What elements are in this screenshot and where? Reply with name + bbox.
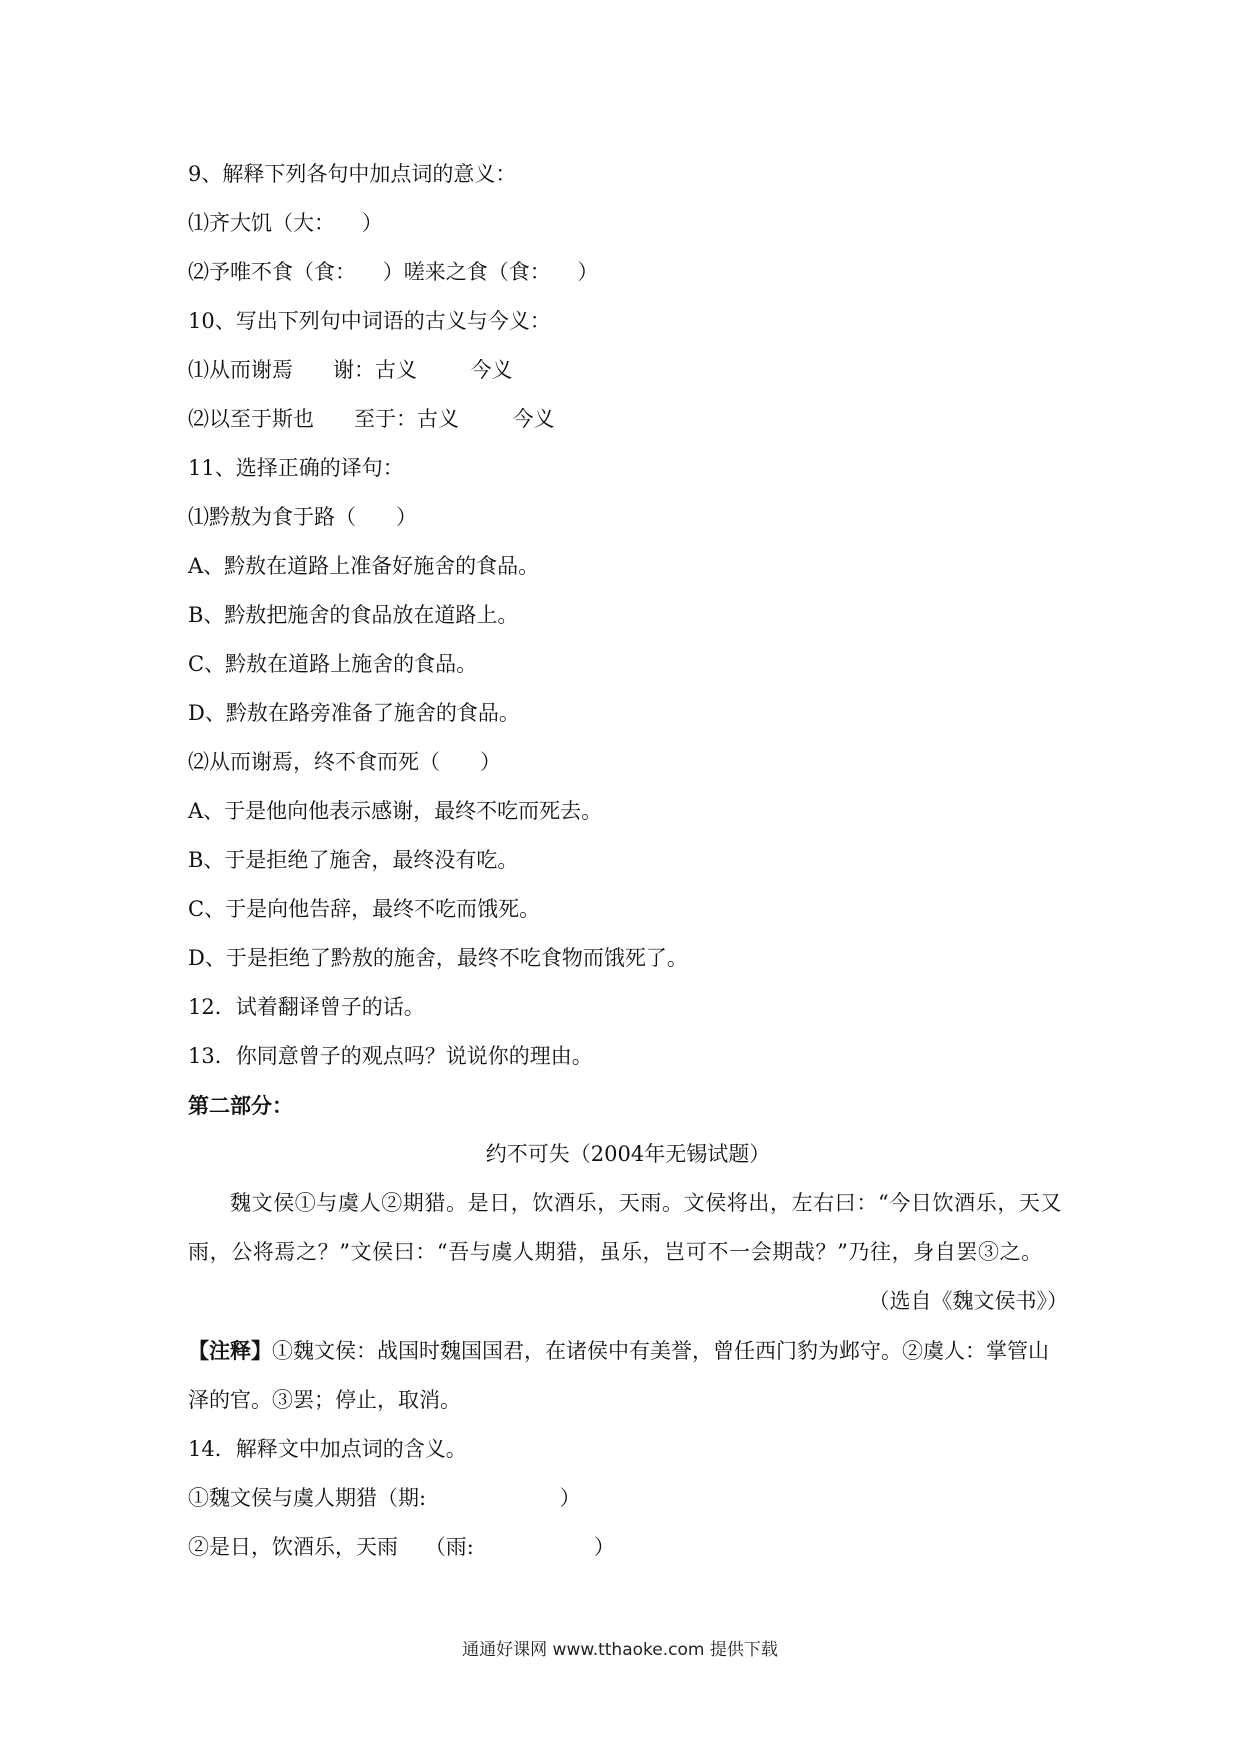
question-14: 14．解释文中加点词的含义。 [188, 1437, 467, 1461]
question-14-item-2: ②是日，饮酒乐，天雨 （雨: ） [188, 1535, 615, 1559]
annotation-label: 【注释】 [188, 1338, 272, 1363]
question-11: 11、选择正确的译句： [188, 456, 404, 480]
document-body [188, 150, 1068, 1572]
option-a: A、黔敖在道路上准备好施舍的食品。 [188, 554, 540, 578]
question-13: 13．你同意曾子的观点吗？说说你的理由。 [188, 1044, 593, 1068]
passage-text: 魏文侯①与虞人②期猎。是日，饮酒乐，天雨。文侯将出，左右曰：“今日饮酒乐，天又雨，公将焉之？”文侯曰：“吾与虞人期猎，虽乐，岂可不一会期哉？”乃往，身自罢③之。 [188, 1191, 1063, 1264]
section-heading: 第二部分： [188, 1093, 293, 1118]
option-a: A、于是他向他表示感谢，最终不吃而死去。 [188, 799, 603, 823]
question-11-sub-2: ⑵从而谢焉，终不食而死（ ） [188, 750, 502, 774]
option-c: C、于是向他告辞，最终不吃而饿死。 [188, 897, 541, 921]
question-14-item-1: ①魏文侯与虞人期猎（期: ） [188, 1486, 581, 1510]
annotation-text: ①魏文侯：战国时魏国国君，在诸侯中有美誉，曾任西门豹为邺守。②虞人：掌管山泽的官。③罢；停止，取消。 [188, 1339, 1049, 1412]
question-9-item-1: ⑴齐大饥（大： ） [188, 211, 383, 235]
footer-credit: 通通好课网 www.tthaoke.com 提供下载 [462, 1640, 778, 1660]
passage-source: （选自《魏文侯书》） [868, 1289, 1068, 1313]
question-10-item-1: ⑴从而谢焉 谢：古义 今义 [188, 358, 513, 382]
option-b: B、于是拒绝了施舍，最终没有吃。 [188, 848, 519, 872]
question-12: 12．试着翻译曾子的话。 [188, 995, 425, 1019]
option-c: C、黔敖在道路上施舍的食品。 [188, 652, 478, 676]
passage-title: 约不可失（2004年无锡试题） [485, 1142, 771, 1166]
question-9: 9、解释下列各句中加点词的意义： [188, 162, 517, 186]
question-10: 10、写出下列句中词语的古义与今义： [188, 309, 551, 333]
option-d: D、黔敖在路旁准备了施舍的食品。 [188, 701, 520, 725]
question-10-item-2: ⑵以至于斯也 至于：古义 今义 [188, 407, 555, 431]
option-b: B、黔敖把施舍的食品放在道路上。 [188, 603, 519, 627]
question-11-sub-1: ⑴黔敖为食于路（ ） [188, 505, 418, 529]
question-9-item-2: ⑵予唯不食（食： ）嗟来之食（食： ） [188, 260, 599, 284]
annotation [188, 1326, 1068, 1425]
option-d: D、于是拒绝了黔敖的施舍，最终不吃食物而饿死了。 [188, 946, 688, 970]
